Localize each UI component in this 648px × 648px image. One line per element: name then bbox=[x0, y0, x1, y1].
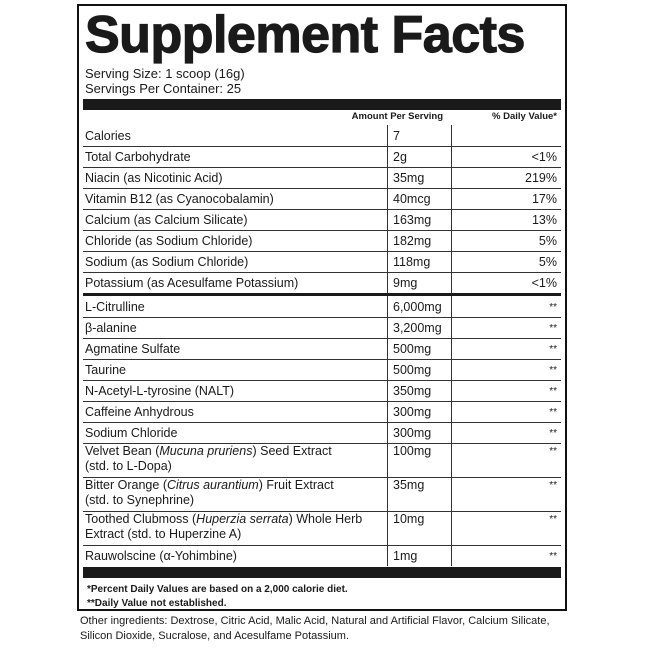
ingredient-name: β-alanine bbox=[85, 321, 137, 335]
ingredient-name: Chloride (as Sodium Chloride) bbox=[85, 234, 253, 248]
ingredient-row bbox=[83, 317, 561, 338]
ingredient-row bbox=[83, 443, 561, 477]
amount-value: 118mg bbox=[393, 255, 431, 269]
ingredient-name: Calories bbox=[85, 129, 131, 143]
ingredient-name: Taurine bbox=[85, 363, 126, 377]
ingredient-row bbox=[83, 296, 561, 317]
ingredient-name: Sodium Chloride bbox=[85, 426, 178, 440]
ingredient-name: Bitter Orange (Citrus aurantium) Fruit Extract (std. to Synephrine) bbox=[85, 478, 334, 507]
nutrient-row bbox=[83, 272, 561, 293]
daily-value: ** bbox=[549, 386, 557, 397]
daily-value: ** bbox=[549, 446, 557, 457]
daily-value: 5% bbox=[538, 255, 557, 269]
amount-value: 40mcg bbox=[393, 192, 431, 206]
amount-value: 300mg bbox=[393, 405, 432, 419]
nutrient-row bbox=[83, 230, 561, 251]
daily-value-header: % Daily Value* bbox=[492, 111, 557, 122]
ingredient-row bbox=[83, 401, 561, 422]
amount-value: 500mg bbox=[393, 363, 432, 377]
ingredient-name: Toothed Clubmoss (Huperzia serrata) Whole Herb Extract (std. to Huperzine A) bbox=[85, 512, 363, 541]
nutrient-row bbox=[83, 167, 561, 188]
ingredient-row bbox=[83, 422, 561, 443]
daily-value: ** bbox=[549, 407, 557, 418]
daily-value: 5% bbox=[538, 234, 557, 248]
nutrient-row bbox=[83, 188, 561, 209]
daily-value: ** bbox=[549, 365, 557, 376]
footnote-percent-daily: *Percent Daily Values are based on a 2,000 calorie diet. bbox=[87, 584, 348, 595]
daily-value: ** bbox=[549, 323, 557, 334]
ingredient-name: Sodium (as Sodium Chloride) bbox=[85, 255, 249, 269]
amount-value: 500mg bbox=[393, 342, 432, 356]
amount-value: 10mg bbox=[393, 512, 425, 526]
footnote-not-established: **Daily Value not established. bbox=[87, 598, 227, 609]
ingredient-row bbox=[83, 380, 561, 401]
panel-title: Supplement Facts bbox=[85, 6, 525, 64]
ingredient-name: Caffeine Anhydrous bbox=[85, 405, 194, 419]
ingredient-name: Rauwolscine (α-Yohimbine) bbox=[85, 549, 237, 563]
daily-value: <1% bbox=[531, 150, 557, 164]
daily-value: ** bbox=[549, 302, 557, 313]
top-thick-rule bbox=[83, 99, 561, 110]
amount-value: 2g bbox=[393, 150, 407, 164]
daily-value: ** bbox=[549, 344, 557, 355]
ingredient-name: Niacin (as Nicotinic Acid) bbox=[85, 171, 223, 185]
nutrient-row bbox=[83, 251, 561, 272]
amount-value: 35mg bbox=[393, 478, 425, 492]
ingredient-row bbox=[83, 545, 561, 566]
bottom-thick-rule bbox=[83, 567, 561, 578]
daily-value: ** bbox=[549, 514, 557, 525]
amount-value: 7 bbox=[393, 129, 400, 143]
ingredient-row bbox=[83, 511, 561, 545]
amount-value: 300mg bbox=[393, 426, 432, 440]
latin-name: Citrus aurantium bbox=[166, 478, 259, 492]
serving-size: Serving Size: 1 scoop (16g) bbox=[85, 66, 245, 81]
daily-value: 17% bbox=[531, 192, 557, 206]
ingredient-name: N-Acetyl-L-tyrosine (NALT) bbox=[85, 384, 235, 398]
column-divider bbox=[387, 125, 388, 293]
amount-value: 3,200mg bbox=[393, 321, 442, 335]
amount-value: 163mg bbox=[393, 213, 432, 227]
nutrient-row bbox=[83, 146, 561, 167]
ingredient-name: Total Carbohydrate bbox=[85, 150, 191, 164]
daily-value: 13% bbox=[531, 213, 557, 227]
column-divider bbox=[387, 296, 388, 566]
amount-value: 182mg bbox=[393, 234, 432, 248]
other-ingredients: Other ingredients: Dextrose, Citric Acid, Malic Acid, Natural and Artificial Flavor, Calcium Silicate, Silicon Dioxide, Sucralose, and Acesulfame Potassium. bbox=[80, 615, 550, 642]
ingredient-row bbox=[83, 477, 561, 511]
amount-value: 6,000mg bbox=[393, 300, 442, 314]
daily-value: ** bbox=[549, 428, 557, 439]
daily-value: 219% bbox=[525, 171, 557, 185]
servings-per-container: Servings Per Container: 25 bbox=[85, 81, 242, 96]
amount-per-serving-header: Amount Per Serving bbox=[351, 111, 443, 122]
daily-value: ** bbox=[549, 551, 557, 562]
latin-name: Mucuna pruriens bbox=[159, 444, 253, 458]
ingredient-row bbox=[83, 338, 561, 359]
column-divider bbox=[451, 125, 452, 293]
nutrient-row bbox=[83, 209, 561, 230]
ingredient-name: Potassium (as Acesulfame Potassium) bbox=[85, 276, 299, 290]
ingredient-name: Vitamin B12 (as Cyanocobalamin) bbox=[85, 192, 274, 206]
ingredient-row bbox=[83, 359, 561, 380]
ingredient-name: Calcium (as Calcium Silicate) bbox=[85, 213, 248, 227]
latin-name: Huperzia serrata bbox=[196, 512, 289, 526]
ingredient-name: L-Citrulline bbox=[85, 300, 145, 314]
daily-value: ** bbox=[549, 480, 557, 491]
amount-value: 35mg bbox=[393, 171, 425, 185]
amount-value: 1mg bbox=[393, 549, 418, 563]
column-divider bbox=[451, 296, 452, 566]
nutrient-row bbox=[83, 125, 561, 146]
amount-value: 350mg bbox=[393, 384, 432, 398]
daily-value: <1% bbox=[531, 276, 557, 290]
amount-value: 9mg bbox=[393, 276, 418, 290]
amount-value: 100mg bbox=[393, 444, 432, 458]
ingredient-name: Velvet Bean (Mucuna pruriens) Seed Extract (std. to L-Dopa) bbox=[85, 444, 332, 473]
supplement-facts-panel bbox=[77, 4, 567, 611]
ingredient-name: Agmatine Sulfate bbox=[85, 342, 181, 356]
